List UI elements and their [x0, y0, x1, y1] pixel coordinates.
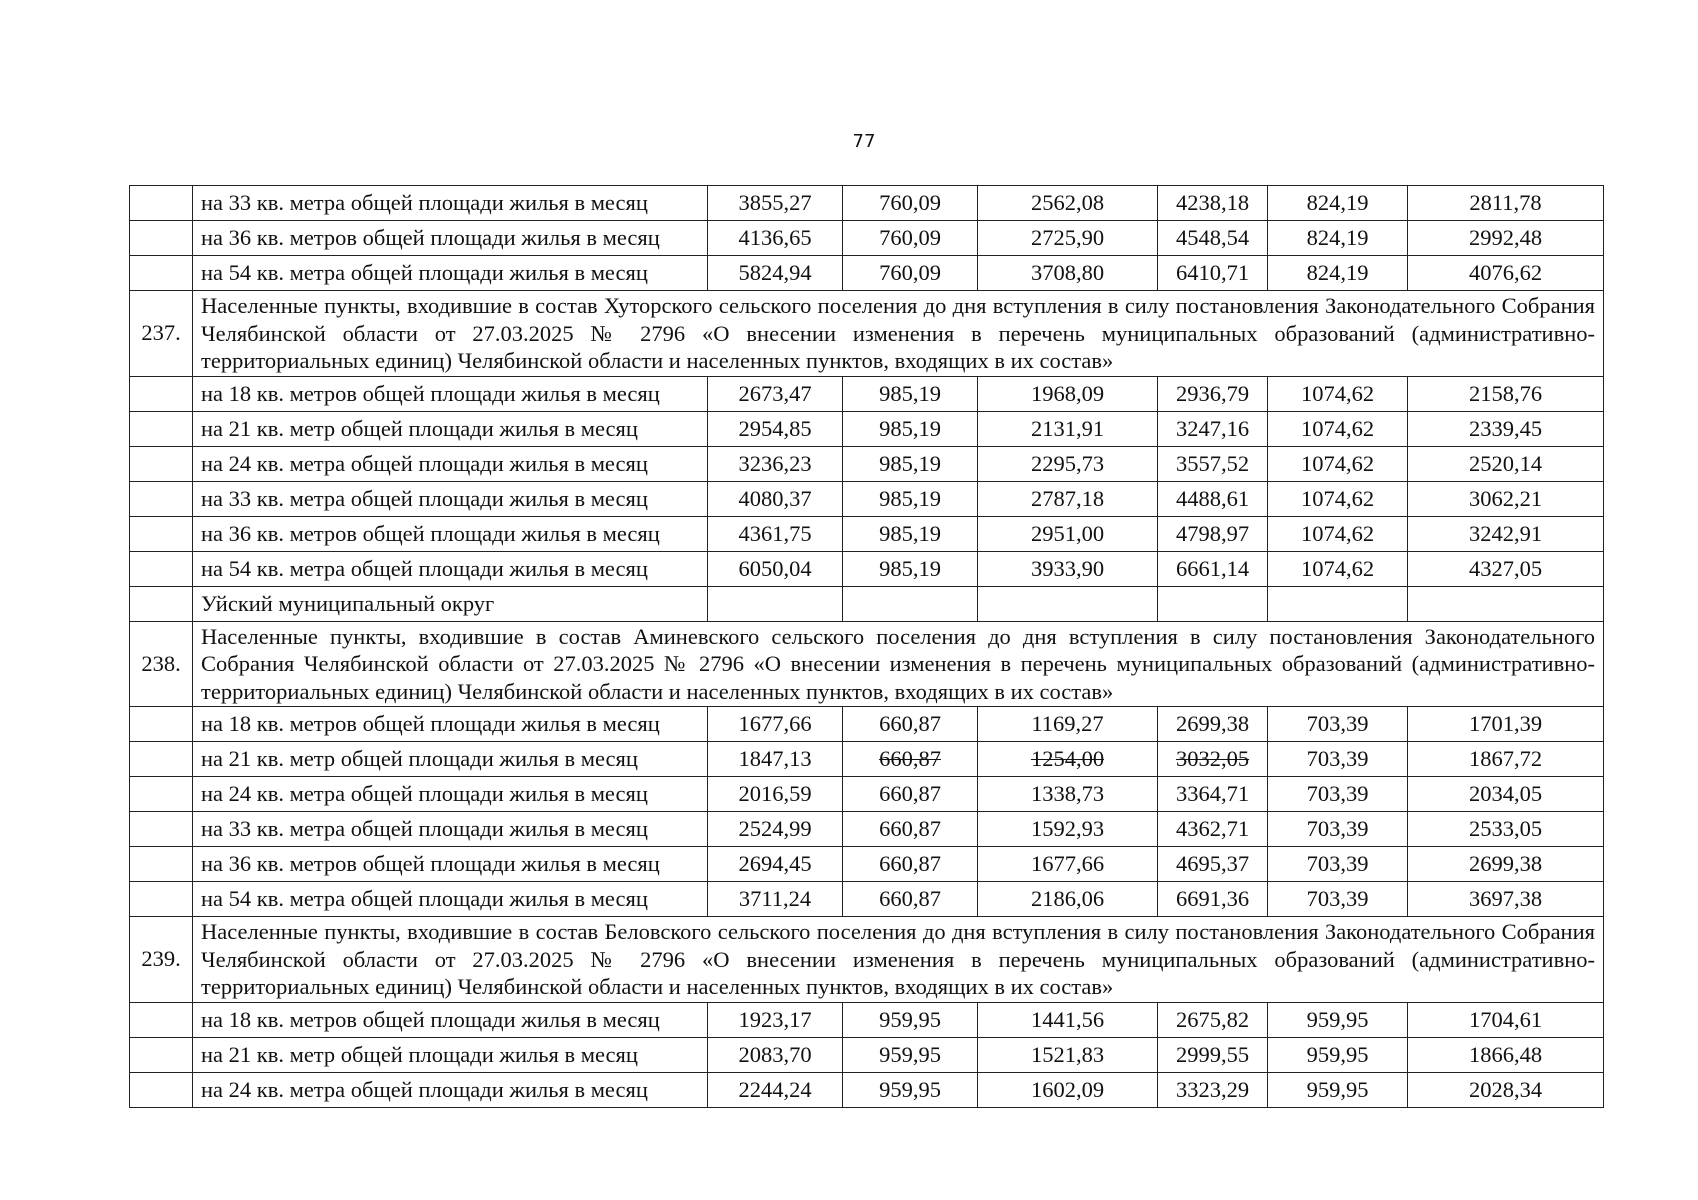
row-label: на 24 кв. метра общей площади жилья в месяц	[193, 1072, 708, 1107]
row-label: на 54 кв. метра общей площади жилья в месяц	[193, 882, 708, 917]
table-row	[130, 376, 1604, 411]
section-row	[130, 621, 1604, 707]
value-cell: 2699,38	[1158, 707, 1268, 742]
district-name: Уйский муниципальный округ	[193, 586, 708, 621]
value-cell: 4488,61	[1158, 481, 1268, 516]
index-cell	[130, 221, 193, 256]
value-cell: 1704,61	[1408, 1002, 1604, 1037]
value-cell: 4080,37	[708, 481, 843, 516]
value-cell: 985,19	[843, 516, 978, 551]
row-label: на 18 кв. метров общей площади жилья в месяц	[193, 707, 708, 742]
value-cell: 4695,37	[1158, 847, 1268, 882]
value-cell: 4136,65	[708, 221, 843, 256]
value-cell: 1441,56	[978, 1002, 1158, 1037]
index-cell	[130, 777, 193, 812]
value-cell: 3247,16	[1158, 411, 1268, 446]
row-label: на 21 кв. метр общей площади жилья в месяц	[193, 1037, 708, 1072]
index-cell	[130, 586, 193, 621]
value-cell: 824,19	[1268, 221, 1408, 256]
index-cell	[130, 516, 193, 551]
value-cell: 660,87	[843, 742, 978, 777]
table-row	[130, 882, 1604, 917]
value-cell: 4548,54	[1158, 221, 1268, 256]
table-body	[130, 186, 1604, 1108]
value-cell: 1074,62	[1268, 376, 1408, 411]
value-cell: 2699,38	[1408, 847, 1604, 882]
tariff-table	[129, 185, 1604, 1108]
value-cell: 1074,62	[1268, 516, 1408, 551]
value-cell: 1074,62	[1268, 551, 1408, 586]
value-cell: 703,39	[1268, 707, 1408, 742]
value-cell: 6410,71	[1158, 256, 1268, 291]
value-cell: 2034,05	[1408, 777, 1604, 812]
value-cell: 703,39	[1268, 847, 1408, 882]
value-cell: 660,87	[843, 777, 978, 812]
value-cell: 1847,13	[708, 742, 843, 777]
row-label: на 18 кв. метров общей площади жилья в месяц	[193, 1002, 708, 1037]
value-cell: 703,39	[1268, 742, 1408, 777]
value-cell: 2016,59	[708, 777, 843, 812]
row-label: на 54 кв. метра общей площади жилья в месяц	[193, 256, 708, 291]
index-cell	[130, 186, 193, 221]
value-cell: 4362,71	[1158, 812, 1268, 847]
value-cell: 2533,05	[1408, 812, 1604, 847]
value-cell: 660,87	[843, 882, 978, 917]
value-cell: 1701,39	[1408, 707, 1604, 742]
value-cell: 2158,76	[1408, 376, 1604, 411]
value-cell: 660,87	[843, 707, 978, 742]
row-label: на 36 кв. метров общей площади жилья в месяц	[193, 221, 708, 256]
value-cell: 824,19	[1268, 256, 1408, 291]
table-row	[130, 777, 1604, 812]
value-cell: 2131,91	[978, 411, 1158, 446]
row-label: на 21 кв. метр общей площади жилья в месяц	[193, 742, 708, 777]
value-cell: 2520,14	[1408, 446, 1604, 481]
value-cell: 6691,36	[1158, 882, 1268, 917]
value-cell: 1677,66	[708, 707, 843, 742]
value-cell: 3711,24	[708, 882, 843, 917]
value-cell: 6661,14	[1158, 551, 1268, 586]
row-label: на 33 кв. метра общей площади жилья в месяц	[193, 481, 708, 516]
row-label: на 33 кв. метра общей площади жилья в месяц	[193, 186, 708, 221]
value-cell	[1268, 586, 1408, 621]
value-cell: 985,19	[843, 446, 978, 481]
value-cell: 3557,52	[1158, 446, 1268, 481]
value-cell: 1074,62	[1268, 411, 1408, 446]
value-cell: 3032,05	[1158, 742, 1268, 777]
value-cell: 703,39	[1268, 812, 1408, 847]
value-cell: 2673,47	[708, 376, 843, 411]
index-cell	[130, 411, 193, 446]
value-cell: 2936,79	[1158, 376, 1268, 411]
table-row	[130, 481, 1604, 516]
row-label: на 36 кв. метров общей площади жилья в месяц	[193, 516, 708, 551]
section-row	[130, 291, 1604, 377]
value-cell: 959,95	[1268, 1072, 1408, 1107]
value-cell: 6050,04	[708, 551, 843, 586]
table-row	[130, 446, 1604, 481]
value-cell: 1521,83	[978, 1037, 1158, 1072]
value-cell: 2675,82	[1158, 1002, 1268, 1037]
value-cell: 1867,72	[1408, 742, 1604, 777]
value-cell: 3062,21	[1408, 481, 1604, 516]
value-cell: 1866,48	[1408, 1037, 1604, 1072]
value-cell: 760,09	[843, 186, 978, 221]
table-row	[130, 812, 1604, 847]
value-cell: 703,39	[1268, 882, 1408, 917]
value-cell: 1602,09	[978, 1072, 1158, 1107]
section-index: 239.	[130, 917, 193, 1003]
value-cell: 4361,75	[708, 516, 843, 551]
value-cell: 1923,17	[708, 1002, 843, 1037]
value-cell: 2725,90	[978, 221, 1158, 256]
value-cell: 2951,00	[978, 516, 1158, 551]
table-row	[130, 1037, 1604, 1072]
section-description: Населенные пункты, входившие в состав Беловского сельского поселения до дня вступления в силу постановления Законодательного Собрания Челябинской области от 27.03.2025 № 2796 «О внесении изменения в перечень муниципальных образований (административно-территориальных единиц) Челябинской области и населенных пунктов, входящих в их состав»	[193, 917, 1604, 1003]
index-cell	[130, 742, 193, 777]
value-cell: 3933,90	[978, 551, 1158, 586]
table-row	[130, 256, 1604, 291]
index-cell	[130, 256, 193, 291]
value-cell: 5824,94	[708, 256, 843, 291]
table-row	[130, 742, 1604, 777]
value-cell: 1968,09	[978, 376, 1158, 411]
section-index: 238.	[130, 621, 193, 707]
row-label: на 18 кв. метров общей площади жилья в месяц	[193, 376, 708, 411]
value-cell: 1169,27	[978, 707, 1158, 742]
value-cell: 2954,85	[708, 411, 843, 446]
value-cell: 760,09	[843, 256, 978, 291]
value-cell: 985,19	[843, 376, 978, 411]
value-cell: 1074,62	[1268, 446, 1408, 481]
value-cell: 2083,70	[708, 1037, 843, 1072]
value-cell: 959,95	[843, 1072, 978, 1107]
row-label: на 33 кв. метра общей площади жилья в месяц	[193, 812, 708, 847]
row-label: на 36 кв. метров общей площади жилья в месяц	[193, 847, 708, 882]
row-label: на 54 кв. метра общей площади жилья в месяц	[193, 551, 708, 586]
value-cell: 985,19	[843, 551, 978, 586]
table-row	[130, 186, 1604, 221]
section-index: 237.	[130, 291, 193, 377]
value-cell: 4798,97	[1158, 516, 1268, 551]
value-cell: 660,87	[843, 812, 978, 847]
index-cell	[130, 1002, 193, 1037]
value-cell: 3855,27	[708, 186, 843, 221]
value-cell: 703,39	[1268, 777, 1408, 812]
index-cell	[130, 812, 193, 847]
value-cell: 2186,06	[978, 882, 1158, 917]
value-cell: 3697,38	[1408, 882, 1604, 917]
index-cell	[130, 446, 193, 481]
index-cell	[130, 882, 193, 917]
value-cell: 1074,62	[1268, 481, 1408, 516]
section-row	[130, 917, 1604, 1003]
index-cell	[130, 847, 193, 882]
value-cell	[843, 586, 978, 621]
value-cell: 959,95	[843, 1037, 978, 1072]
index-cell	[130, 481, 193, 516]
section-description: Населенные пункты, входившие в состав Хуторского сельского поселения до дня вступления в силу постановления Законодательного Собрания Челябинской области от 27.03.2025 № 2796 «О внесении изменения в перечень муниципальных образований (административно-территориальных единиц) Челябинской области и населенных пунктов, входящих в их состав»	[193, 291, 1604, 377]
value-cell: 3364,71	[1158, 777, 1268, 812]
index-cell	[130, 1037, 193, 1072]
value-cell: 2787,18	[978, 481, 1158, 516]
value-cell	[1158, 586, 1268, 621]
value-cell: 3708,80	[978, 256, 1158, 291]
value-cell: 959,95	[843, 1002, 978, 1037]
value-cell: 2524,99	[708, 812, 843, 847]
value-cell: 985,19	[843, 411, 978, 446]
table-row	[130, 1072, 1604, 1107]
value-cell: 4238,18	[1158, 186, 1268, 221]
value-cell: 3236,23	[708, 446, 843, 481]
value-cell: 1677,66	[978, 847, 1158, 882]
value-cell: 2694,45	[708, 847, 843, 882]
value-cell: 4327,05	[1408, 551, 1604, 586]
index-cell	[130, 551, 193, 586]
value-cell: 2999,55	[1158, 1037, 1268, 1072]
value-cell	[708, 586, 843, 621]
table-row	[130, 221, 1604, 256]
value-cell: 1338,73	[978, 777, 1158, 812]
row-label: на 24 кв. метра общей площади жилья в месяц	[193, 446, 708, 481]
table-row	[130, 551, 1604, 586]
section-description: Населенные пункты, входившие в состав Аминевского сельского поселения до дня вступления в силу постановления Законодательного Собрания Челябинской области от 27.03.2025 № 2796 «О внесении изменения в перечень муниципальных образований (административно-территориальных единиц) Челябинской области и населенных пунктов, входящих в их состав»	[193, 621, 1604, 707]
row-label: на 24 кв. метра общей площади жилья в месяц	[193, 777, 708, 812]
district-heading-row	[130, 586, 1604, 621]
index-cell	[130, 1072, 193, 1107]
page-number: 77	[852, 131, 876, 152]
value-cell: 2295,73	[978, 446, 1158, 481]
table-row	[130, 707, 1604, 742]
row-label: на 21 кв. метр общей площади жилья в месяц	[193, 411, 708, 446]
table-row	[130, 847, 1604, 882]
value-cell	[1408, 586, 1604, 621]
value-cell: 1254,00	[978, 742, 1158, 777]
value-cell: 4076,62	[1408, 256, 1604, 291]
index-cell	[130, 376, 193, 411]
table-row	[130, 411, 1604, 446]
value-cell: 824,19	[1268, 186, 1408, 221]
value-cell: 660,87	[843, 847, 978, 882]
value-cell: 2811,78	[1408, 186, 1604, 221]
value-cell: 985,19	[843, 481, 978, 516]
value-cell	[978, 586, 1158, 621]
value-cell: 2339,45	[1408, 411, 1604, 446]
value-cell: 2244,24	[708, 1072, 843, 1107]
value-cell: 3323,29	[1158, 1072, 1268, 1107]
table-row	[130, 1002, 1604, 1037]
value-cell: 2028,34	[1408, 1072, 1604, 1107]
value-cell: 2992,48	[1408, 221, 1604, 256]
value-cell: 959,95	[1268, 1037, 1408, 1072]
value-cell: 760,09	[843, 221, 978, 256]
value-cell: 959,95	[1268, 1002, 1408, 1037]
index-cell	[130, 707, 193, 742]
value-cell: 3242,91	[1408, 516, 1604, 551]
value-cell: 1592,93	[978, 812, 1158, 847]
value-cell: 2562,08	[978, 186, 1158, 221]
table-row	[130, 516, 1604, 551]
